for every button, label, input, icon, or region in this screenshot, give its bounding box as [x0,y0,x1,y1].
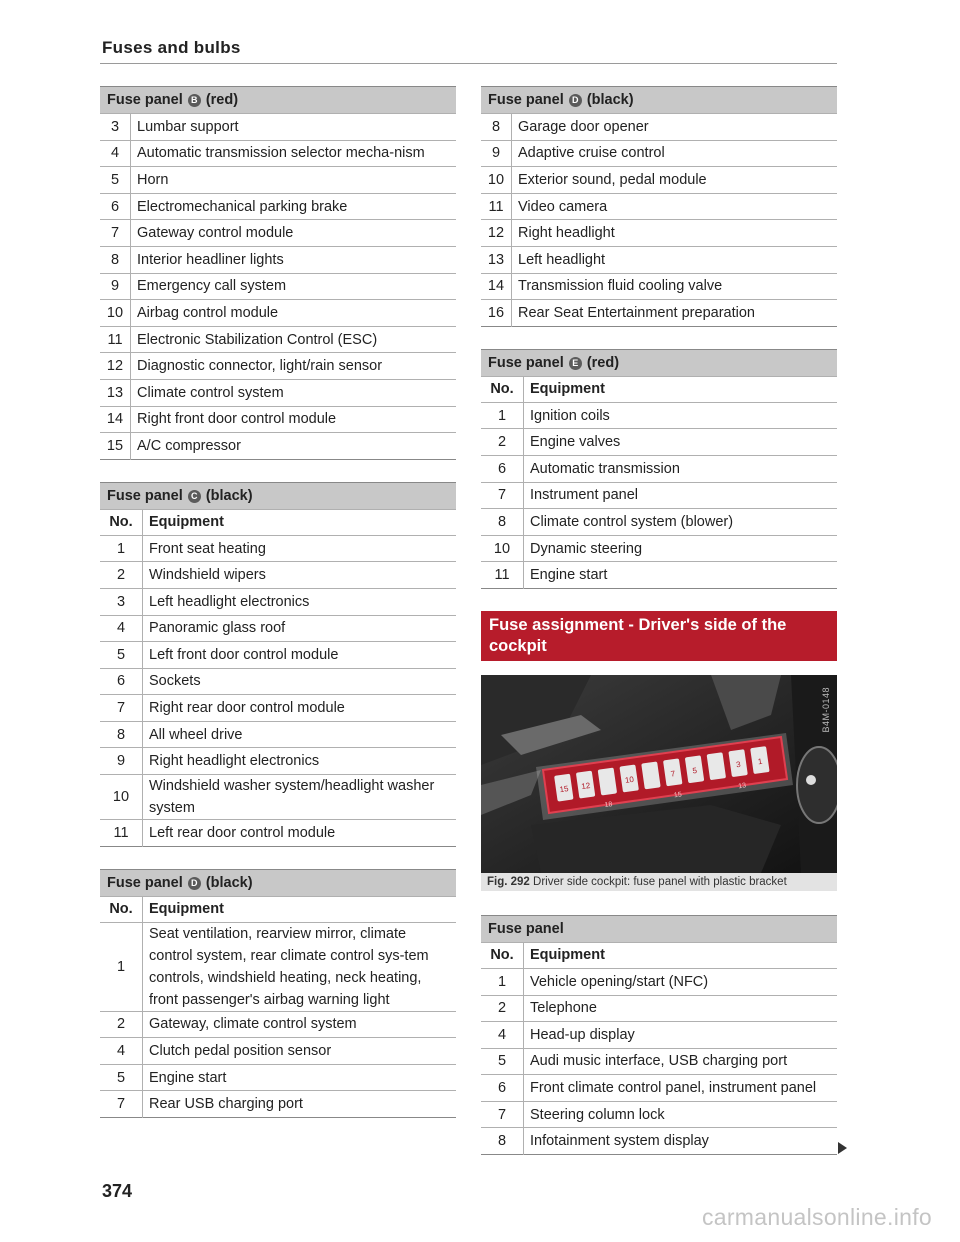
column-header-no: No. [100,509,143,535]
fuse-table-cockpit [481,915,837,1155]
table-row [100,535,456,562]
fuse-number: 11 [481,562,524,589]
table-row [100,353,456,380]
fuse-equipment: Front seat heating [143,535,457,562]
fuse-equipment: Horn [131,167,457,194]
fuse-equipment: Electronic Stabilization Control (ESC) [131,326,457,353]
fuse-number: 5 [100,1064,143,1091]
fuse-label: 15 [558,783,570,795]
fuse-equipment: Rear USB charging port [143,1091,457,1118]
fuse-equipment: Adaptive cruise control [512,140,838,167]
fuse-number: 2 [481,995,524,1022]
fuse-number: 7 [100,220,131,247]
fuse-number: 5 [100,642,143,669]
table-row [100,246,456,273]
table-row [481,402,837,429]
fuse-equipment: Audi music interface, USB charging port [524,1048,838,1075]
fuse-equipment: Lumbar support [131,114,457,141]
fuse-equipment: Ignition coils [524,402,838,429]
fuse-panel-figure [481,675,837,873]
callout-e-icon: E [569,357,582,370]
table-row [100,922,456,1011]
table-row [481,1022,837,1049]
fuse-equipment: Video camera [512,193,838,220]
fuse-equipment: Steering column lock [524,1101,838,1128]
table-row [100,1038,456,1065]
table-row [481,562,837,589]
fuse-table-c [100,482,456,847]
fuse-number: 1 [100,922,143,1011]
table-row [481,114,837,141]
table-row [100,748,456,775]
fuse-number: 7 [100,695,143,722]
fuse-number: 6 [100,193,131,220]
fuse-equipment: Gateway, climate control system [143,1011,457,1038]
fuse-equipment: Engine valves [524,429,838,456]
callout-b-icon: B [188,94,201,107]
fuse-number: 8 [100,246,131,273]
fuse-equipment: Engine start [143,1064,457,1091]
fuse-equipment: Right headlight electronics [143,748,457,775]
table-row [481,246,837,273]
fuse-equipment: Garage door opener [512,114,838,141]
fuse-number: 10 [100,775,143,820]
page-header-title: Fuses and bulbs [102,38,241,57]
fuse-number: 15 [100,433,131,460]
fuse-table-d-part1 [100,869,456,1118]
fuse-table-d-part2 [481,86,837,327]
table-row [481,140,837,167]
table-row [100,140,456,167]
table-row [100,433,456,460]
callout-d-icon: D [569,94,582,107]
table-row [100,668,456,695]
fuse-number: 8 [481,1128,524,1155]
fuse-equipment: Vehicle opening/start (NFC) [524,968,838,995]
fuse-equipment: Exterior sound, pedal module [512,167,838,194]
fuse-table-d-title: Fuse panel D (black) [100,869,456,896]
table-row [481,429,837,456]
column-header-equipment: Equipment [524,376,838,402]
header-divider [100,63,837,64]
table-row [100,642,456,669]
fuse-table-b [100,86,456,460]
fuse-bank-label: 15 [673,791,683,800]
callout-d-icon: D [188,877,201,890]
left-column [100,86,456,1140]
fuse-equipment: Front climate control panel, instrument panel [524,1075,838,1102]
fuse-equipment: Airbag control module [131,300,457,327]
fuse-equipment: Climate control system [131,379,457,406]
fuse-number: 6 [481,455,524,482]
fuse-bank-label: 18 [604,800,613,810]
fuse-number: 4 [100,1038,143,1065]
table-row [100,775,456,820]
fuse-number: 11 [100,326,131,353]
fuse-equipment: Left headlight [512,246,838,273]
table-row [100,588,456,615]
table-row [481,535,837,562]
table-row [481,995,837,1022]
fuse-equipment: Transmission fluid cooling valve [512,273,838,300]
fuse-number: 6 [100,668,143,695]
table-row [481,220,837,247]
table-row [100,193,456,220]
table-row [100,326,456,353]
fuse-number: 12 [100,353,131,380]
fuse-label: 7 [670,768,676,779]
fuse-number: 10 [100,300,131,327]
table-row [481,455,837,482]
table-row [100,406,456,433]
table-row [481,300,837,327]
fuse-label: 5 [691,765,698,776]
fuse-label: 12 [580,780,591,792]
page-number: 374 [102,1181,133,1201]
table-row [481,1075,837,1102]
table-row [481,1128,837,1155]
fuse-equipment: Left front door control module [143,642,457,669]
fuse-number: 4 [481,1022,524,1049]
table-row [481,509,837,536]
fuse-label: 10 [624,774,635,785]
fuse-number: 7 [100,1091,143,1118]
table-row [100,114,456,141]
fuse-table-b-title: Fuse panel B (red) [100,87,456,114]
fuse-equipment: All wheel drive [143,721,457,748]
table-row [100,1091,456,1118]
fuse-number: 4 [100,140,131,167]
column-header-equipment: Equipment [524,942,838,968]
fuse-number: 10 [481,535,524,562]
fuse-number: 13 [481,246,512,273]
fuse-number: 9 [100,748,143,775]
fuse-label: 3 [735,759,742,770]
fuse-equipment: Rear Seat Entertainment preparation [512,300,838,327]
fuse-equipment: Windshield washer system/headlight washer system [143,775,457,820]
fuse-equipment: Emergency call system [131,273,457,300]
fuse-number: 12 [481,220,512,247]
table-row [100,721,456,748]
right-column [481,86,837,1155]
fuse-equipment: Electromechanical parking brake [131,193,457,220]
fuse-equipment: Windshield wipers [143,562,457,589]
table-row [481,1101,837,1128]
column-header-no: No. [481,942,524,968]
fuse-table-cockpit-title: Fuse panel [481,915,837,942]
table-row [481,1048,837,1075]
table-row [481,167,837,194]
fuse-equipment: Right rear door control module [143,695,457,722]
fuse-equipment: Sockets [143,668,457,695]
fuse-number: 4 [100,615,143,642]
table-row [100,300,456,327]
fuse-number: 14 [481,273,512,300]
fuse-number: 1 [100,535,143,562]
fuse-equipment: Climate control system (blower) [524,509,838,536]
table-row [100,220,456,247]
fuse-number: 2 [100,1011,143,1038]
fuse-table-e [481,349,837,589]
watermark: carmanualsonline.info [701,1204,932,1230]
fuse-equipment: Right headlight [512,220,838,247]
fuse-equipment: Panoramic glass roof [143,615,457,642]
fuse-number: 2 [100,562,143,589]
fuse-number: 3 [100,588,143,615]
figure-caption: Fig. 292 Driver side cockpit: fuse panel with plastic bracket [481,873,837,891]
table-row [100,1064,456,1091]
fuse-equipment: Gateway control module [131,220,457,247]
table-row [100,695,456,722]
fuse-equipment: Telephone [524,995,838,1022]
column-header-equipment: Equipment [143,509,457,535]
fuse-equipment: Left rear door control module [143,820,457,847]
fuse-number: 2 [481,429,524,456]
table-row [481,193,837,220]
fuse-number: 10 [481,167,512,194]
fuse-equipment: Head-up display [524,1022,838,1049]
fuse-equipment: Instrument panel [524,482,838,509]
table-row [100,615,456,642]
fuse-number: 1 [481,402,524,429]
table-row [481,273,837,300]
fuse-equipment: Right front door control module [131,406,457,433]
fuse-number: 8 [100,721,143,748]
fuse-number: 3 [100,114,131,141]
fuse-equipment: Interior headliner lights [131,246,457,273]
fuse-number: 5 [481,1048,524,1075]
table-row [100,820,456,847]
fuse-equipment: Left headlight electronics [143,588,457,615]
fuse-equipment: Engine start [524,562,838,589]
fuse-bank-label: 13 [737,782,747,791]
fuse-table-c-title: Fuse panel C (black) [100,482,456,509]
fuse-table-d-continued-title: Fuse panel D (black) [481,87,837,114]
fuse-number: 8 [481,509,524,536]
continue-arrow-icon [838,1142,847,1154]
fuse-number: 9 [100,273,131,300]
table-row [481,482,837,509]
figure-code: B4M-0148 [821,686,831,733]
fuse-equipment: A/C compressor [131,433,457,460]
fuse-equipment: Dynamic steering [524,535,838,562]
callout-c-icon: C [188,490,201,503]
fuse-number: 1 [481,968,524,995]
table-row [100,562,456,589]
table-row [100,167,456,194]
table-row [100,273,456,300]
fuse-equipment: Automatic transmission selector mecha-nism [131,140,457,167]
column-header-no: No. [100,896,143,922]
column-header-equipment: Equipment [143,896,457,922]
fuse-number: 9 [481,140,512,167]
table-row [481,968,837,995]
fuse-equipment: Automatic transmission [524,455,838,482]
fuse-number: 11 [100,820,143,847]
fuse-label: 1 [757,756,763,767]
fuse-number: 14 [100,406,131,433]
fuse-equipment: Seat ventilation, rearview mirror, climate control system, rear climate control sys-tem controls, windshield heating, neck heating, front passenger's airbag warning light [143,922,457,1011]
fuse-number: 11 [481,193,512,220]
fuse-equipment: Clutch pedal position sensor [143,1038,457,1065]
section-heading: Fuse assignment - Driver's side of the cockpit [481,611,837,661]
fuse-number: 16 [481,300,512,327]
fuse-number: 7 [481,1101,524,1128]
table-row [100,379,456,406]
fuse-number: 7 [481,482,524,509]
fuse-number: 6 [481,1075,524,1102]
fuse-number: 8 [481,114,512,141]
fuse-equipment: Diagnostic connector, light/rain sensor [131,353,457,380]
fuse-number: 13 [100,379,131,406]
table-row [100,1011,456,1038]
fuse-equipment: Infotainment system display [524,1128,838,1155]
fuse-number: 5 [100,167,131,194]
fuse-table-e-title: Fuse panel E (red) [481,349,837,376]
column-header-no: No. [481,376,524,402]
fuse-label-overlay [481,675,837,873]
